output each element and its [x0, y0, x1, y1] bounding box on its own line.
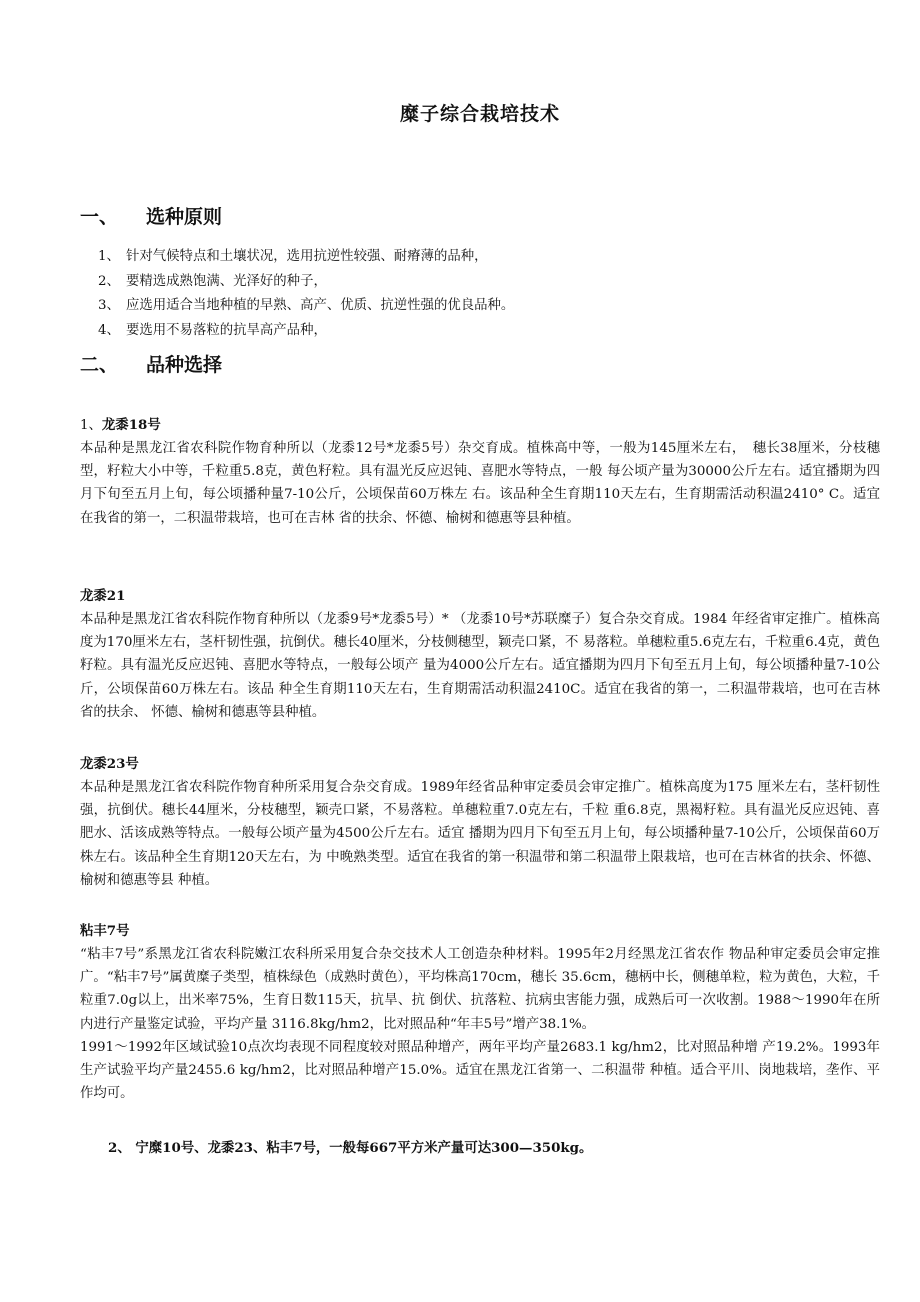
section-heading-1	[80, 202, 222, 229]
variety-name: 龙黍21	[80, 588, 126, 604]
variety-nianfeng-7	[80, 920, 880, 1105]
variety-heading	[80, 414, 880, 437]
list-item	[98, 245, 514, 270]
document-title: 糜子综合栽培技术	[399, 103, 560, 125]
list-item-text: 要精选成熟饱满、光泽好的种子，	[126, 273, 327, 289]
list-item-text: 应选用适合当地种植的早熟、高产、优质、抗逆性强的优良品种。	[126, 298, 515, 314]
section-number: 一、	[80, 206, 119, 228]
list-item-number: 1、	[98, 249, 120, 264]
selection-principles-list	[98, 245, 514, 343]
variety-description-continued: 1991～1992年区域试验10点次均表现不同程度较对照品种增产，两年平均产量2683.1 kg/hm2，比对照品种增 产19.2%。1993年生产试验平均产量2455.6 kg/hm2，比对照品种增产15.0%。适宜在黑龙江省第一、二积温带 种植。适合平川、岗地栽培，垄作、平作均可。	[80, 1039, 880, 1102]
variety-longshu-18	[80, 414, 880, 530]
section-number: 二、	[80, 354, 119, 376]
variety-description: “粘丰7号”系黑龙江省农科院嫩江农科所采用复合杂交技术人工创造杂种材料。1995年2月经黑龙江省农作 物品种审定委员会审定推广。“粘丰7号”属黄糜子类型，植株绿色（成熟时黄色），平均株高170cm，穗长 35.6cm，穗柄中长，侧穗单粒，粒为黄色，大粒，千粒重7.0g以上，出米率75%，生育日数115天，抗旱、抗 倒伏、抗落粒、抗病虫害能力强，成熟后可一次收割。1988～1990年在所内进行产量鉴定试验，平均产量 3116.8kg/hm2，比对照品种“年丰5号”增产38.1%。	[80, 947, 880, 1032]
variety-heading	[80, 753, 880, 776]
list-item	[98, 294, 514, 319]
variety-name: 龙黍18号	[101, 417, 161, 433]
list-item	[98, 319, 514, 344]
list-item-text: 要选用不易落粒的抗旱高产品种，	[126, 322, 327, 338]
list-item-number: 2、	[98, 273, 120, 289]
section-title: 选种原则	[146, 206, 223, 228]
yield-summary: 2、 宁糜10号、龙黍23、粘丰7号，一般每667平方米产量可达300—350kg。	[108, 1140, 593, 1156]
variety-name: 粘丰7号	[80, 923, 130, 939]
list-item	[98, 270, 514, 295]
list-item-number: 3、	[98, 298, 120, 314]
variety-description: 本品种是黑龙江省农科院作物育种所采用复合杂交育成。1989年经省品种审定委员会审定推广。植株高度为175 厘米左右，茎杆韧性强，抗倒伏。穗长44厘米，分枝穗型，颖壳口紧，不易落粒。单穗粒重7.0克左右，千粒 重6.8克，黑褐籽粒。具有温光反应迟钝、喜肥水、活该成熟等特点。一般每公顷产量为4500公斤左右。适宜 播期为四月下旬至五月上旬，每公顷播种量7-10公斤，公顷保苗60万株左右。该品种全生育期120天左右，为 中晚熟类型。适宜在我省的第一积温带和第二积温带上限栽培，也可在吉林省的扶余、怀德、榆树和德惠等县 种植。	[80, 780, 880, 888]
variety-heading	[80, 585, 880, 608]
variety-description: 本品种是黑龙江省农科院作物育种所以（龙黍9号*龙黍5号）* （龙黍10号*苏联糜子）复合杂交育成。1984 年经省审定推广。植株高度为170厘米左右，茎杆韧性强，抗倒伏。穗长40厘米，分枝侧穗型，颖壳口紧，不 易落粒。单穗粒重5.6克左右，千粒重6.4克，黄色籽粒。具有温光反应迟钝、喜肥水等特点，一般每公顷产 量为4000公斤左右。适宜播期为四月下旬至五月上旬，每公顷播种量7-10公斤，公顷保苗60万株左右。该品 种全生育期110天左右，生育期需活动积温2410C。适宜在我省的第一，二积温带栽培，也可在吉林省的扶余、 怀德、榆树和德惠等县种植。	[80, 612, 880, 720]
variety-longshu-23	[80, 753, 880, 892]
list-item-number: 4、	[98, 322, 120, 338]
variety-name: 龙黍23号	[80, 756, 139, 772]
variety-longshu-21	[80, 585, 880, 724]
variety-description: 本品种是黑龙江省农科院作物育种所以（龙黍12号*龙黍5号）杂交育成。植株高中等，一般为145厘米左右， 穗长38厘米，分枝穗型，籽粒大小中等，千粒重5.8克，黄色籽粒。具有温光反应迟钝、喜肥水等特点，一般 每公顷产量为30000公斤左右。适宜播期为四月下旬至五月上旬，每公顷播种量7-10公斤，公顷保苗60万株左 右。该品种全生育期110天左右，生育期需活动积温2410° C。适宜在我省的第一，二积温带栽培，也可在吉林 省的扶余、怀德、榆树和德惠等县种植。	[80, 441, 880, 526]
section-heading-2	[80, 350, 222, 377]
variety-number: 1、	[80, 418, 102, 433]
list-item-text: 针对气候特点和土壤状况，选用抗逆性较强、耐瘠薄的品种，	[126, 249, 488, 264]
variety-heading	[80, 920, 880, 943]
section-title: 品种选择	[146, 354, 223, 376]
